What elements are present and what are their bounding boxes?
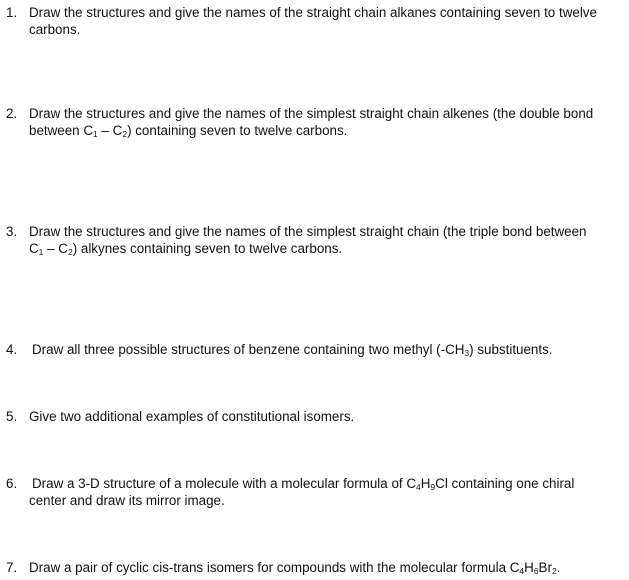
text-segment: Draw a 3-D structure of a molecule with a molecular formula of C — [32, 476, 417, 491]
subscript: 9 — [430, 482, 436, 492]
question-number: 4. — [6, 342, 18, 357]
question-text — [29, 223, 589, 257]
question-text: Draw the structures and give the names of the straight chain alkanes containing seven to twelve carbons. — [29, 5, 601, 37]
question-text — [29, 105, 614, 139]
question-text — [29, 559, 627, 576]
subscript: 2 — [67, 247, 73, 257]
subscript: 4 — [416, 482, 421, 492]
subscript: 6 — [533, 566, 539, 576]
question-text — [32, 341, 629, 358]
text-segment: H — [524, 560, 534, 575]
question-number: 7. — [6, 560, 18, 575]
question-number: 1. — [6, 5, 18, 20]
text-segment: . — [556, 560, 561, 575]
text-segment: H — [420, 476, 431, 491]
text-segment: – C — [97, 123, 123, 138]
subscript: 3 — [464, 348, 470, 358]
text-segment: Draw the structures and give the names of the simplest straight chain alkenes (the double bond between C — [29, 106, 597, 138]
text-segment: center and draw its mirror image. — [29, 493, 225, 508]
subscript: 2 — [122, 129, 128, 139]
text-segment: ) alkynes containing seven to twelve carbons. — [72, 241, 343, 256]
question-text — [29, 475, 629, 509]
subscript: 1 — [93, 129, 98, 139]
subscript: 1 — [38, 247, 44, 257]
text-segment: Br — [538, 560, 552, 575]
question-number: 5. — [6, 409, 18, 424]
text-segment: Cl containing one chiral — [435, 476, 575, 491]
text-segment: ) substituents. — [469, 342, 553, 357]
question-number: 2. — [6, 106, 18, 121]
question-text: Give two additional examples of constitutional isomers. — [29, 409, 355, 424]
text-segment: ) containing seven to twelve carbons. — [127, 123, 348, 138]
text-segment: Draw a pair of cyclic cis-trans isomers for compounds with the molecular formula C — [29, 560, 520, 575]
text-segment: – C — [43, 241, 68, 256]
question-number: 6. — [6, 476, 18, 491]
question-number: 3. — [6, 224, 18, 239]
text-segment: Draw the structures and give the names of the simplest straight chain (the triple bond between C — [29, 224, 591, 256]
subscript: 4 — [519, 566, 525, 576]
subscript: 2 — [551, 566, 557, 576]
text-segment: Draw all three possible structures of benzene containing two methyl (-CH — [32, 342, 465, 357]
